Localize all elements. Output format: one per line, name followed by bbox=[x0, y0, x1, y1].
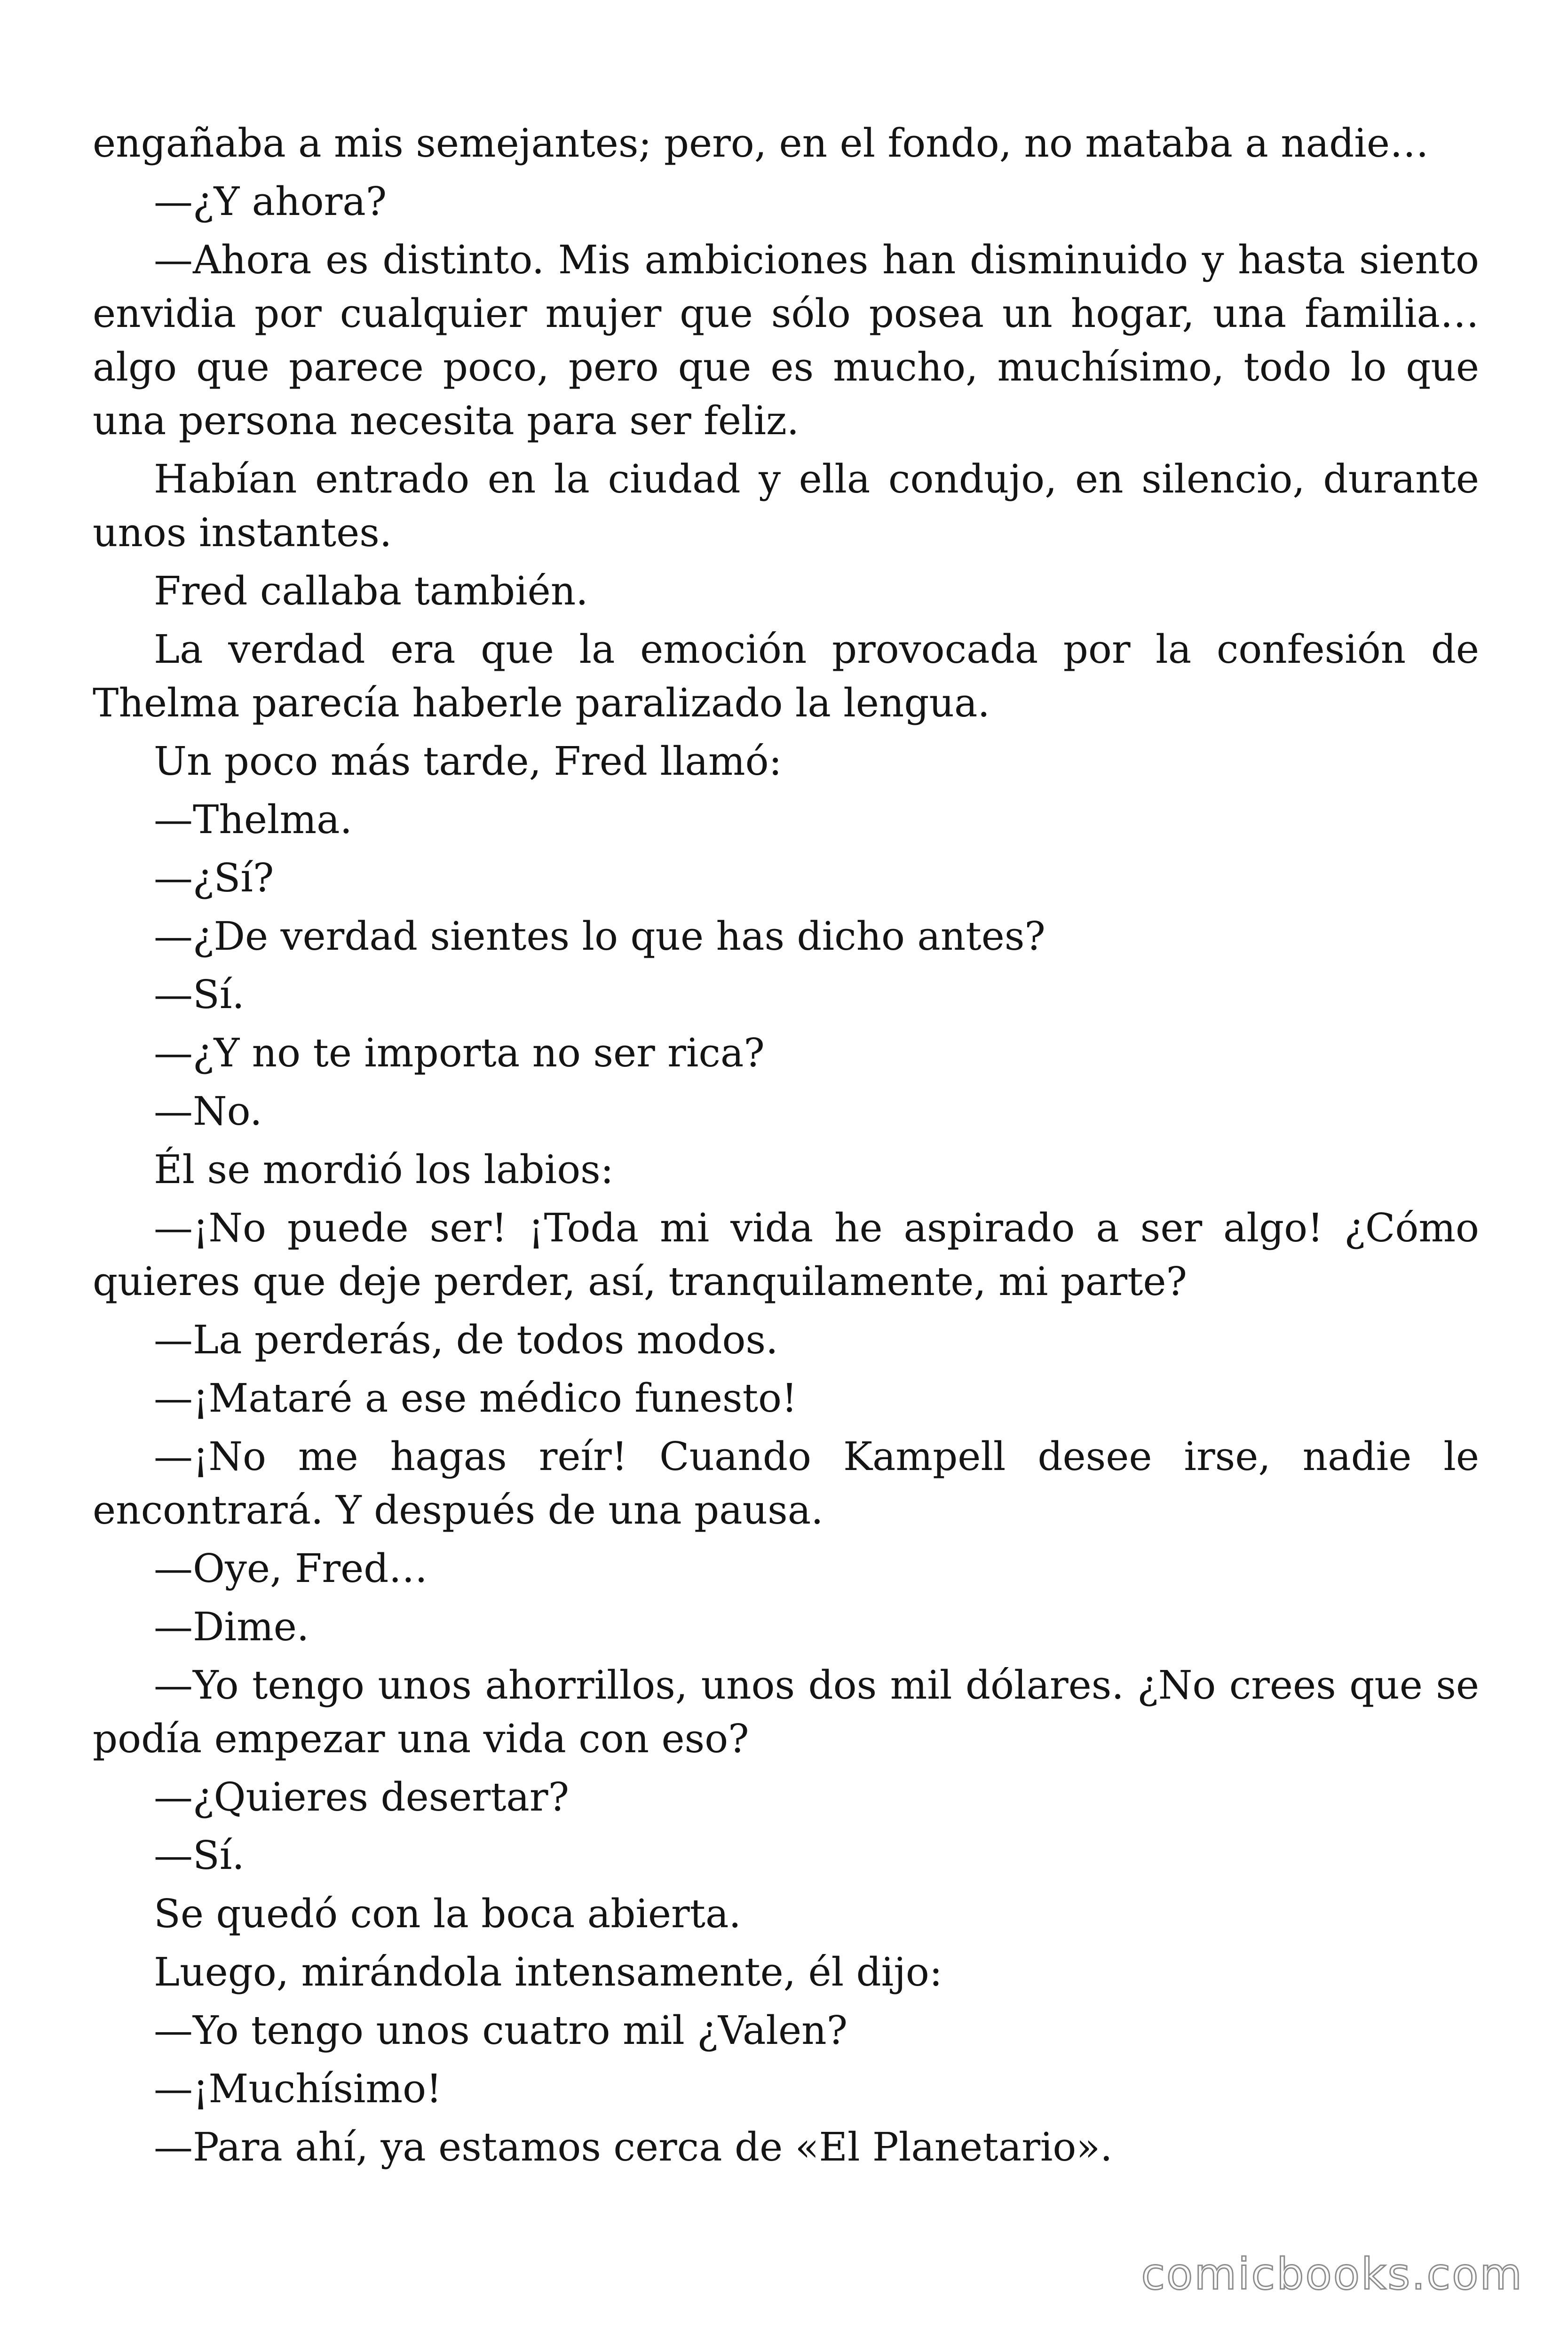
paragraph: —Dime. bbox=[154, 1604, 309, 1650]
paragraph: —Sí. bbox=[154, 1833, 245, 1878]
paragraph: —¡Muchísimo! bbox=[154, 2066, 442, 2112]
paragraph: —Thelma. bbox=[154, 797, 353, 842]
paragraph: —Sí. bbox=[154, 972, 245, 1017]
paragraph: Habían entrado en la ciudad y ella condujo, en silencio, durante unos instantes. bbox=[93, 456, 1479, 556]
paragraph: —¡No me hagas reír! Cuando Kampell desee irse, nadie le encontrará. Y después de una pausa. bbox=[93, 1434, 1479, 1533]
paragraph: —¿Sí? bbox=[154, 855, 274, 901]
paragraph: Fred callaba también. bbox=[154, 568, 588, 614]
paragraph: —Yo tengo unos ahorrillos, unos dos mil dólares. ¿No crees que se podía empezar una vida con eso? bbox=[93, 1662, 1479, 1762]
paragraph: —Yo tengo unos cuatro mil ¿Valen? bbox=[154, 2008, 848, 2053]
paragraph: Un poco más tarde, Fred llamó: bbox=[154, 739, 782, 784]
paragraph: —Para ahí, ya estamos cerca de «El Planetario». bbox=[154, 2124, 1113, 2170]
paragraph: —La perderás, de todos modos. bbox=[154, 1317, 778, 1363]
paragraph: La verdad era que la emoción provocada por la confesión de Thelma parecía haberle paralizado la lengua. bbox=[93, 627, 1479, 726]
paragraph: —¿Y no te importa no ser rica? bbox=[154, 1030, 765, 1076]
paragraph: Se quedó con la boca abierta. bbox=[154, 1891, 741, 1937]
watermark-text: comicbooks.com bbox=[1141, 2249, 1523, 2299]
book-page-text bbox=[93, 117, 1479, 2179]
paragraph: —Oye, Fred… bbox=[154, 1546, 428, 1591]
paragraph: —No. bbox=[154, 1089, 262, 1134]
paragraph: Él se mordió los labios: bbox=[154, 1147, 614, 1192]
paragraph: engañaba a mis semejantes; pero, en el fondo, no mataba a nadie… bbox=[93, 120, 1429, 166]
paragraph: —¿Quieres desertar? bbox=[154, 1774, 570, 1820]
paragraph: —¿De verdad sientes lo que has dicho antes? bbox=[154, 914, 1045, 959]
paragraph: —¡Mataré a ese médico funesto! bbox=[154, 1375, 798, 1421]
paragraph: —¿Y ahora? bbox=[154, 179, 387, 224]
paragraph: —Ahora es distinto. Mis ambiciones han disminuido y hasta siento envidia por cualquier mujer que sólo posea un hogar, una familia… algo que parece poco, pero que es mucho, muchísimo, todo lo que una persona necesita para ser feliz. bbox=[93, 237, 1479, 444]
paragraph: Luego, mirándola intensamente, él dijo: bbox=[154, 1949, 942, 1995]
paragraph: —¡No puede ser! ¡Toda mi vida he aspirado a ser algo! ¿Cómo quieres que deje perder, así, tranquilamente, mi parte? bbox=[93, 1205, 1479, 1304]
